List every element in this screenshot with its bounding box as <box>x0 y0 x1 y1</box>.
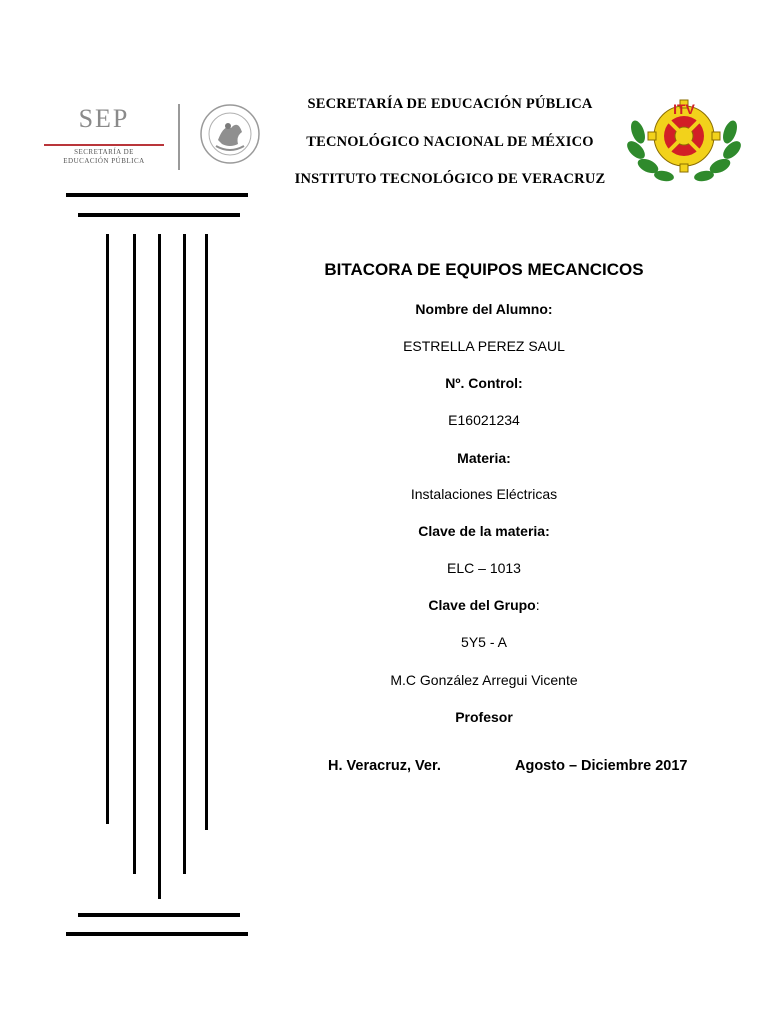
sep-subtitle-line1: SECRETARÍA DE <box>74 148 134 156</box>
period: Agosto – Diciembre 2017 <box>515 758 688 774</box>
heading-itv: INSTITUTO TECNOLÓGICO DE VERACRUZ <box>294 171 606 187</box>
subject-key-value: ELC – 1013 <box>447 560 521 576</box>
column-line-2 <box>133 234 136 874</box>
column-line-5 <box>205 234 208 830</box>
sep-subtitle-line2: EDUCACIÓN PÚBLICA <box>63 157 145 165</box>
control-value: E16021234 <box>448 412 520 428</box>
group-value: 5Y5 - A <box>461 634 507 650</box>
mexico-seal-icon <box>198 102 262 166</box>
sep-subtitle <box>44 148 164 166</box>
sep-wordmark: SEP <box>78 104 130 133</box>
group-label-colon: : <box>535 597 540 613</box>
column-line-4 <box>183 234 186 874</box>
column-top-rule-2 <box>78 213 240 217</box>
column-top-rule-1 <box>66 193 248 197</box>
student-label: Nombre del Alumno: <box>415 301 553 317</box>
subject-value: Instalaciones Eléctricas <box>410 486 558 502</box>
document-title: BITACORA DE EQUIPOS MECANCICOS <box>324 260 644 279</box>
group-label-row <box>300 597 668 615</box>
sep-logo <box>44 104 164 165</box>
column-bottom-rule-1 <box>78 913 240 917</box>
sep-rule <box>44 144 164 146</box>
column-bottom-rule-2 <box>66 932 248 936</box>
student-value: ESTRELLA PEREZ SAUL <box>403 338 565 354</box>
subject-label: Materia: <box>457 450 511 466</box>
professor-name: M.C González Arregui Vicente <box>390 672 578 688</box>
place: H. Veracruz, Ver. <box>328 758 441 774</box>
itv-logo-icon <box>624 92 744 188</box>
column-line-3 <box>158 234 161 899</box>
column-line-1 <box>106 234 109 824</box>
subject-key-label: Clave de la materia: <box>418 523 550 539</box>
control-label: Nº. Control: <box>445 375 523 391</box>
heading-sep: SECRETARÍA DE EDUCACIÓN PÚBLICA <box>307 96 593 112</box>
group-label: Clave del Grupo <box>428 597 536 613</box>
logo-divider <box>178 104 180 170</box>
professor-label: Profesor <box>455 709 513 725</box>
itv-logo-text: ITV <box>673 101 695 117</box>
heading-tecnm: TECNOLÓGICO NACIONAL DE MÉXICO <box>306 134 594 150</box>
